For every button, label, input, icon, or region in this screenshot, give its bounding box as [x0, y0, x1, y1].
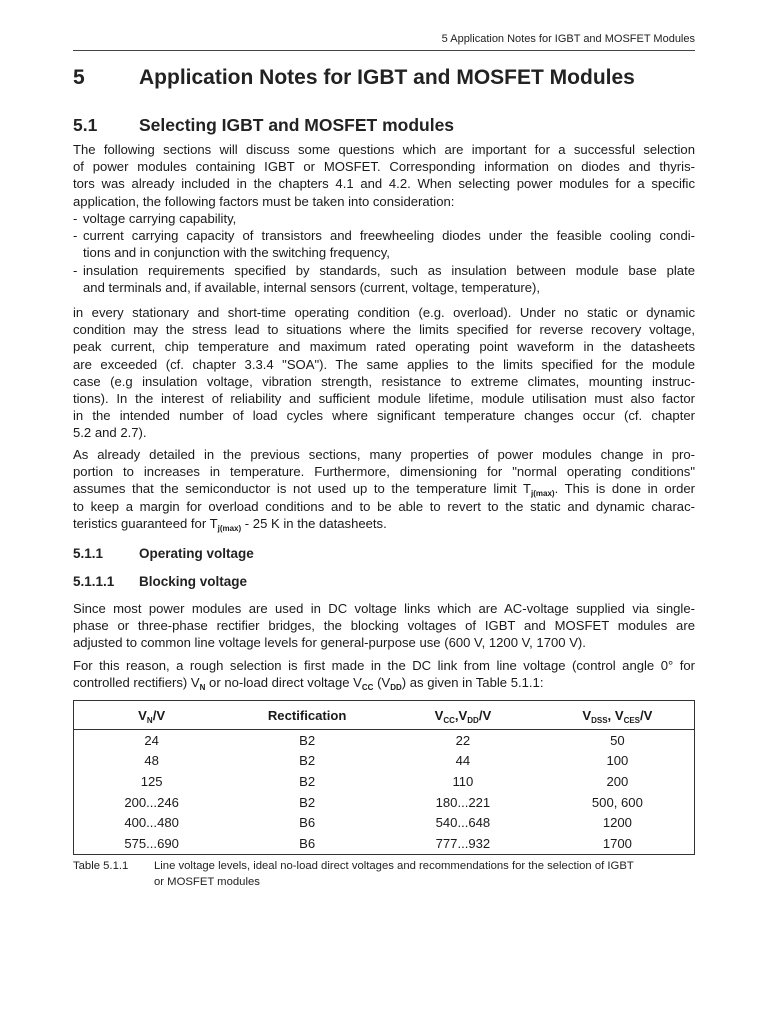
subsubsection-title: Operating voltage: [139, 546, 254, 561]
selection-paragraph: [73, 657, 695, 691]
table-cell: B2: [299, 732, 316, 748]
factor-list: [73, 210, 695, 296]
dash-bullet: -: [73, 228, 78, 244]
table-cell: B2: [299, 773, 316, 789]
list-item: [73, 227, 695, 261]
text-line: As already detailed in the previous sections, many properties of power modules change in pro-: [73, 447, 695, 462]
table-cell: 400...480: [124, 815, 179, 831]
table-header-row: [74, 701, 695, 730]
section-number: 5: [73, 66, 85, 89]
text-line: case (e.g insulation voltage, vibration strength, resistance to extreme climates, mounting instruc-: [73, 373, 695, 389]
column-header-rectification: Rectification: [229, 701, 385, 730]
table-row: [74, 833, 695, 854]
voltage-table: [73, 700, 695, 855]
text-line: 5.2 and 2.7).: [73, 425, 147, 441]
temperature-paragraph: [73, 446, 695, 532]
subsubsubsection-number: 5.1.1.1: [73, 574, 115, 589]
text-line: or MOSFET modules: [154, 876, 260, 888]
table-cell: 575...690: [124, 835, 179, 851]
table-cell: 44: [455, 753, 471, 769]
header-divider: [73, 50, 695, 51]
text-line: portion to increases in temperature. Furthermore, dimensioning for "normal operating conditions": [73, 464, 695, 480]
table-row: [74, 771, 695, 792]
table-row: [74, 730, 695, 751]
text-line: of power modules containing IGBT or MOSFET. Corresponding information on diodes and thyris-: [73, 159, 695, 175]
table-row: [74, 751, 695, 772]
subsubsubsection-heading: [73, 574, 247, 589]
text-line: Line voltage levels, ideal no-load direct voltages and recommendations for the selection of IGBT: [154, 860, 634, 872]
table-cell: 200...246: [124, 794, 179, 810]
table-cell: 1700: [602, 835, 632, 851]
list-item: [73, 262, 695, 296]
text-line: phase or three-phase rectifier bridges, the blocking voltages of IGBT and MOSFET modules are: [73, 618, 695, 634]
column-header-dc-voltage: $V_{CC},V_{DD}/V$: [385, 701, 541, 730]
column-header-blocking-voltage: $V_{DSS}$, $V_{CES}/V$: [541, 701, 695, 730]
text-line: insulation requirements specified by standards, such as insulation between module base plate: [83, 262, 695, 278]
table-cell: B2: [299, 753, 316, 769]
subsubsubsection-title: Blocking voltage: [139, 574, 248, 589]
blocking-paragraph: [73, 600, 695, 652]
list-item: [73, 210, 695, 227]
running-header: 5 Application Notes for IGBT and MOSFET Modules: [441, 33, 695, 45]
table-cell: 180...221: [435, 794, 491, 810]
text-line: application, the following factors must be taken into consideration:: [73, 193, 455, 209]
table-cell: 500, 600: [591, 794, 643, 810]
table-cell: 22: [455, 732, 471, 748]
table-cell: 1200: [602, 815, 632, 831]
caption-label: Table 5.1.1: [73, 860, 129, 872]
table-cell: 100: [606, 753, 629, 769]
table-cell: 540...648: [435, 815, 491, 831]
table-cell: B6: [299, 835, 316, 851]
table-cell: 125: [140, 773, 163, 789]
table-cell: B2: [299, 794, 316, 810]
intro-paragraph: [73, 141, 695, 210]
text-line: voltage carrying capability,: [83, 211, 237, 226]
table-cell: 777...932: [435, 835, 491, 851]
text-line: to keep a margin for overload conditions and to be able to revert to the static and dynamic charac-: [73, 498, 695, 514]
text-line: For this reason, a rough selection is first made in the DC link from line voltage (control angle 0° for: [73, 658, 695, 673]
column-header-line-voltage: $V_N/V$: [74, 701, 230, 730]
text-line: are exceeded (cf. chapter 3.3.4 "SOA"). The same applies to the limits specified for the module: [73, 356, 695, 372]
text-line: in every stationary and short-time operating condition (e.g. overload). Under no static or dynamic: [73, 305, 695, 320]
section-title: Application Notes for IGBT and MOSFET Modules: [139, 66, 635, 89]
text-line: teristics guaranteed for $T_{j(max)} - 25$ K in the datasheets.: [73, 515, 387, 533]
text-line: The following sections will discuss some questions which are important for a successful selection: [73, 142, 695, 157]
table-row: [74, 812, 695, 833]
subsection-title: Selecting IGBT and MOSFET modules: [139, 115, 455, 135]
stress-paragraph: [73, 304, 695, 442]
text-line: peak current, chip temperature and maximum rated operating point waveform in the datasheets: [73, 339, 695, 355]
text-line: tions). In the interest of reliability and sufficient module lifetime, module utilisation must also factor: [73, 391, 695, 407]
text-line: adjusted to common line voltage levels for general-purpose use (600 V, 1200 V, 1700 V).: [73, 635, 586, 651]
text-line: and terminals and, if available, internal sensors (current, voltage, temperature),: [83, 279, 541, 295]
text-line: condition may the stress lead to situations where the limits specified for reverse recovery voltage,: [73, 322, 695, 338]
text-line: controlled rectifiers) $V_N$ or no-load direct voltage $V_{CC}$ $(V_{DD})$ as given in Table 5.1.1:: [73, 675, 544, 693]
table-cell: 50: [610, 732, 625, 748]
subsection-heading: [73, 115, 454, 136]
table-row: [74, 792, 695, 813]
text-line: Since most power modules are used in DC voltage links which are AC-voltage supplied via single-: [73, 601, 695, 616]
table-cell: B6: [299, 815, 316, 831]
subsubsection-number: 5.1.1: [73, 546, 104, 561]
text-line: assumes that the semiconductor is not used up to the temperature limit $T_{j(max)}$. This is done in order: [73, 481, 695, 499]
section-heading: [73, 66, 635, 90]
table-cell: 48: [144, 753, 159, 769]
dash-bullet: -: [73, 211, 78, 226]
text-line: tors was already included in the chapters 4.1 and 4.2. When selecting power modules for a specific: [73, 176, 695, 192]
table-cell: 110: [452, 773, 474, 789]
subsection-number: 5.1: [73, 115, 98, 135]
table-cell: 200: [606, 773, 629, 789]
table-cell: 24: [144, 732, 159, 748]
text-line: in the intended number of load cycles where significant temperature changes occur (cf. chapter: [73, 408, 695, 424]
caption-text: [154, 858, 699, 890]
text-line: tions and in conjunction with the switching frequency,: [83, 245, 390, 261]
text-line: current carrying capacity of transistors and freewheeling diodes under the feasible cooling condi-: [83, 228, 695, 244]
subsubsection-heading: [73, 546, 254, 561]
dash-bullet: -: [73, 262, 78, 278]
